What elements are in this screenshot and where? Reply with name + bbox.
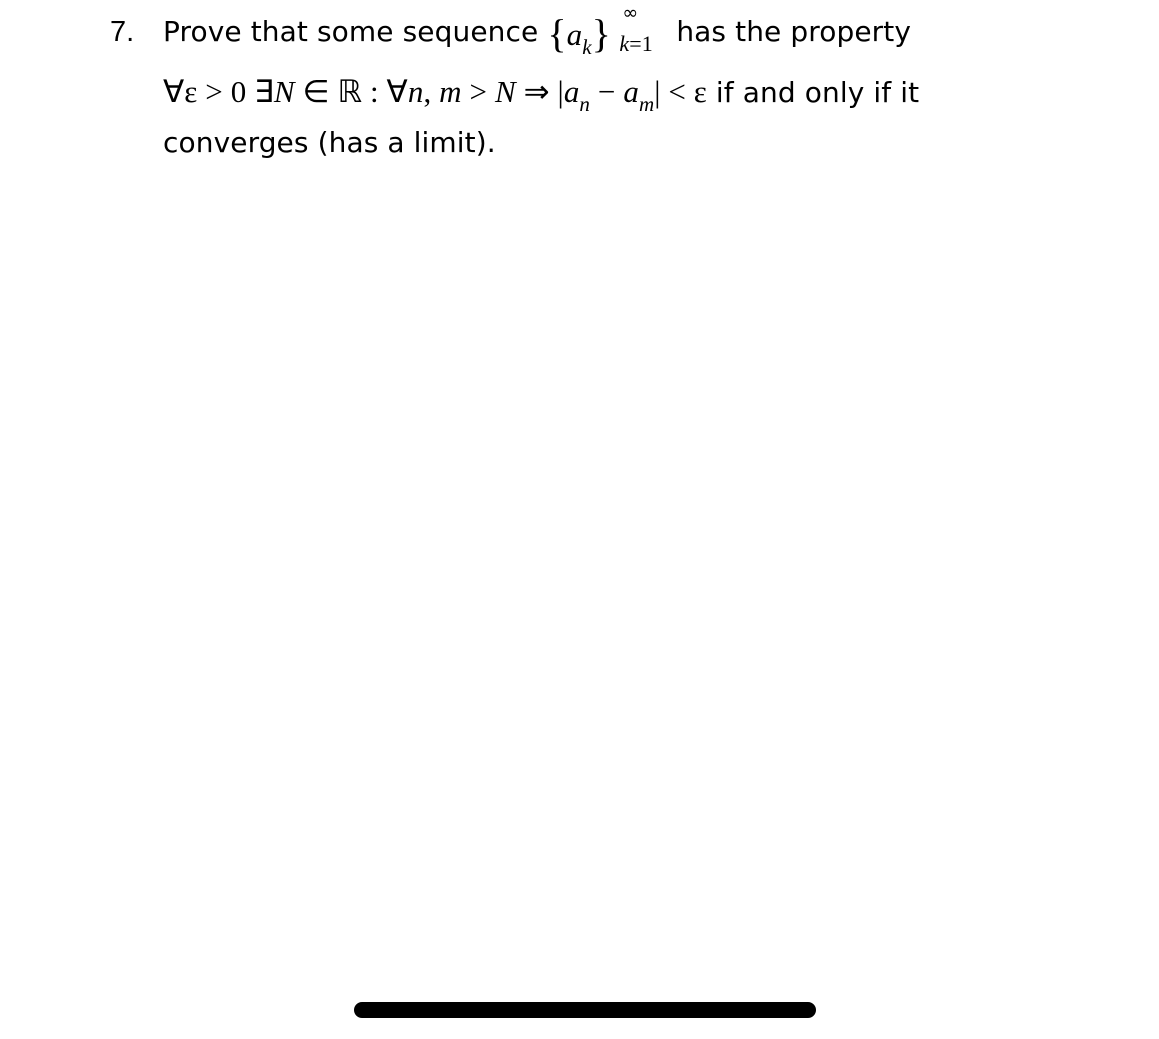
lower-limit: [619, 32, 652, 56]
problem-line-1: [163, 2, 912, 59]
home-indicator[interactable]: [354, 1002, 816, 1018]
term-a-n: a: [563, 74, 580, 109]
comma: ,: [423, 74, 440, 109]
sequence-term: a: [566, 17, 583, 52]
var-N-2: N: [494, 74, 516, 109]
in-reals: ∈ ℝ : ∀: [294, 74, 408, 109]
problem-7: [0, 0, 1159, 200]
sequence-notation: [547, 2, 667, 59]
term-a-m: a: [623, 74, 639, 109]
brace-close: }: [591, 11, 611, 56]
brace-open: {: [547, 11, 567, 56]
less-than-epsilon: | < ε: [654, 74, 707, 109]
term-a-n-subscript: n: [579, 92, 591, 116]
sequence-limits: [619, 4, 667, 64]
implies-abs: ⇒ |: [515, 74, 564, 109]
intro-text: Prove that some sequence: [163, 15, 548, 48]
minus: −: [590, 74, 624, 109]
lower-limit-rest: =1: [629, 31, 653, 56]
lower-limit-var: k: [619, 31, 630, 56]
outro-text: has the property: [667, 15, 912, 48]
var-m: m: [439, 74, 462, 109]
problem-line-2: [163, 72, 919, 115]
greater-than: >: [461, 74, 495, 109]
term-a-m-subscript: m: [638, 92, 655, 116]
sequence-term-subscript: k: [582, 35, 592, 59]
tail-text: if and only if it: [706, 76, 920, 109]
var-N: N: [273, 74, 295, 109]
var-n: n: [407, 74, 424, 109]
problem-number: 7.: [110, 16, 135, 48]
forall-epsilon: ∀ε > 0 ∃: [163, 74, 274, 109]
upper-limit: ∞: [622, 2, 639, 24]
problem-line-3: converges (has a limit).: [163, 126, 496, 159]
